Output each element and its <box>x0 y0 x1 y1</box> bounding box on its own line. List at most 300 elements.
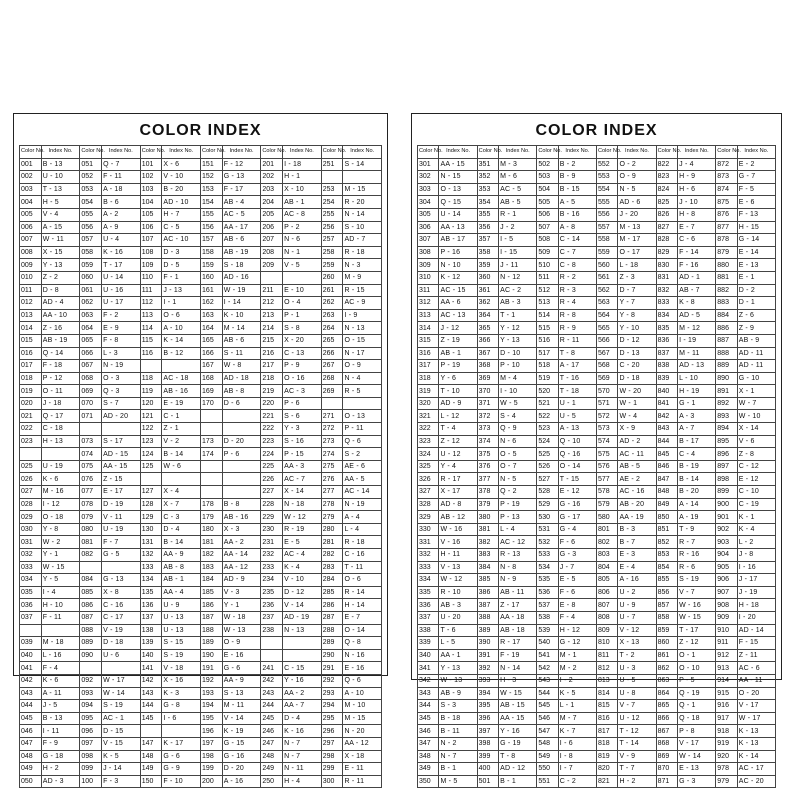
table-row <box>418 561 776 574</box>
index-no-cell: Z - 16 <box>41 322 80 335</box>
index-no-cell: W - 4 <box>618 410 656 423</box>
index-no-cell: O - 17 <box>618 246 656 259</box>
index-no-cell: P - 11 <box>343 423 382 436</box>
index-no-cell: B - 14 <box>162 448 201 461</box>
index-no-cell: A - 3 <box>678 410 716 423</box>
color-no-cell: 375 <box>477 448 498 461</box>
color-no-cell: 397 <box>477 725 498 738</box>
color-no-cell: 043 <box>20 687 42 700</box>
color-no-cell: 854 <box>656 561 677 574</box>
color-no-cell: 831 <box>656 271 677 284</box>
color-no-cell: 019 <box>20 385 42 398</box>
color-no-cell: 189 <box>201 637 223 650</box>
color-no-cell: 262 <box>321 297 343 310</box>
color-no-cell: 022 <box>20 423 42 436</box>
color-no-cell: 322 <box>418 423 439 436</box>
color-no-cell: 834 <box>656 309 677 322</box>
color-no-cell: 832 <box>656 284 677 297</box>
index-no-cell: K - 6 <box>41 473 80 486</box>
color-no-cell: 298 <box>321 750 343 763</box>
index-no-cell: B - 15 <box>558 183 596 196</box>
color-no-cell: 042 <box>20 674 42 687</box>
color-no-cell: 015 <box>20 334 42 347</box>
color-no-cell: 078 <box>80 498 102 511</box>
index-no-cell: Q - 18 <box>678 712 716 725</box>
index-no-cell: Y - 6 <box>439 372 477 385</box>
color-no-cell: 016 <box>20 347 42 360</box>
index-no-cell: O - 13 <box>343 410 382 423</box>
color-no-cell: 137 <box>140 611 162 624</box>
index-no-cell: S - 8 <box>283 322 322 335</box>
color-no-cell: 394 <box>477 687 498 700</box>
index-no-cell: J - 5 <box>41 700 80 713</box>
table-row <box>418 687 776 700</box>
index-no-cell: X - 10 <box>283 183 322 196</box>
index-no-cell: Z - 3 <box>618 271 656 284</box>
index-no-cell: AA - 12 <box>343 737 382 750</box>
color-no-cell: 267 <box>321 360 343 373</box>
index-no-cell: U - 8 <box>618 687 656 700</box>
color-no-cell: 836 <box>656 334 677 347</box>
index-no-cell: J - 14 <box>102 763 141 776</box>
color-no-cell: 383 <box>477 549 498 562</box>
index-no-cell: F - 13 <box>737 208 775 221</box>
table-header-row <box>20 146 382 159</box>
index-no-cell: B - 17 <box>678 435 716 448</box>
index-no-cell: A - 17 <box>558 360 596 373</box>
index-no-cell: AD - 14 <box>737 624 775 637</box>
table-row <box>20 775 382 788</box>
color-no-cell: 250 <box>261 775 283 788</box>
color-no-cell: 304 <box>418 196 439 209</box>
color-no-cell: 058 <box>80 246 102 259</box>
color-no-cell: 339 <box>418 637 439 650</box>
color-no-cell: 535 <box>537 574 558 587</box>
index-no-cell: O - 18 <box>41 511 80 524</box>
index-no-cell: K - 13 <box>737 725 775 738</box>
color-no-cell: 066 <box>80 347 102 360</box>
color-no-cell: 098 <box>80 750 102 763</box>
color-no-cell: 848 <box>656 486 677 499</box>
table-row <box>20 561 382 574</box>
index-no-cell: R - 11 <box>558 334 596 347</box>
color-no-cell: 169 <box>201 385 223 398</box>
index-no-cell: F - 6 <box>558 536 596 549</box>
index-no-cell: AA - 3 <box>283 460 322 473</box>
color-no-cell: 190 <box>201 649 223 662</box>
index-no-cell: X - 17 <box>439 486 477 499</box>
index-no-cell: AD - 11 <box>737 347 775 360</box>
color-no-cell: 395 <box>477 700 498 713</box>
index-no-cell: V - 15 <box>102 737 141 750</box>
index-no-cell: F - 5 <box>737 183 775 196</box>
color-no-cell: 337 <box>418 611 439 624</box>
index-no-header: Index No. <box>222 146 261 159</box>
color-no-cell: 201 <box>261 158 283 171</box>
table-row <box>20 473 382 486</box>
index-no-cell: AB - 7 <box>678 284 716 297</box>
index-no-cell: E - 12 <box>558 486 596 499</box>
index-no-cell: AC - 8 <box>283 208 322 221</box>
index-no-cell <box>41 448 80 461</box>
index-no-cell: K - 17 <box>162 737 201 750</box>
index-no-cell: C - 18 <box>41 423 80 436</box>
color-no-cell: 818 <box>596 737 617 750</box>
color-no-cell: 335 <box>418 586 439 599</box>
color-no-cell: 840 <box>656 385 677 398</box>
color-no-cell: 318 <box>418 372 439 385</box>
index-no-cell: A - 5 <box>558 196 596 209</box>
index-no-cell: Q - 14 <box>41 347 80 360</box>
index-no-cell: N - 10 <box>439 259 477 272</box>
color-no-header: Color No. <box>656 146 677 159</box>
index-no-cell: E - 14 <box>737 246 775 259</box>
color-no-cell: 520 <box>537 385 558 398</box>
index-no-cell: B - 18 <box>439 712 477 725</box>
color-no-cell: 826 <box>656 208 677 221</box>
index-no-cell: Z - 17 <box>499 599 537 612</box>
index-no-cell: G - 18 <box>41 750 80 763</box>
color-no-cell: 806 <box>596 586 617 599</box>
index-no-cell: I - 15 <box>499 246 537 259</box>
color-no-cell: 326 <box>418 473 439 486</box>
index-no-cell: I - 12 <box>41 498 80 511</box>
index-no-cell: P - 13 <box>499 511 537 524</box>
index-no-cell: C - 3 <box>162 511 201 524</box>
color-no-cell: 206 <box>261 221 283 234</box>
index-no-cell <box>222 423 261 436</box>
color-no-cell: 020 <box>20 397 42 410</box>
color-no-cell: 331 <box>418 536 439 549</box>
index-no-cell: AB - 17 <box>439 234 477 247</box>
index-no-cell: V - 9 <box>618 750 656 763</box>
index-no-cell <box>343 171 382 184</box>
index-no-cell: F - 11 <box>102 171 141 184</box>
color-no-cell: 879 <box>716 246 737 259</box>
color-no-cell: 161 <box>201 284 223 297</box>
index-no-cell: AB - 1 <box>439 347 477 360</box>
index-no-cell: E - 16 <box>222 649 261 662</box>
index-no-cell: Y - 12 <box>499 322 537 335</box>
table-row <box>418 486 776 499</box>
table-row <box>20 423 382 436</box>
index-no-header: Index No. <box>558 146 596 159</box>
index-no-cell: N - 16 <box>343 649 382 662</box>
color-no-header: Color No. <box>418 146 439 159</box>
color-no-header: Color No. <box>596 146 617 159</box>
index-no-header: Index No. <box>162 146 201 159</box>
index-no-cell: N - 20 <box>343 725 382 738</box>
index-no-cell <box>162 360 201 373</box>
table-row <box>418 372 776 385</box>
index-no-cell: V - 12 <box>618 624 656 637</box>
index-no-cell: I - 16 <box>737 561 775 574</box>
color-no-cell: 521 <box>537 397 558 410</box>
table-row <box>418 511 776 524</box>
index-no-cell: V - 4 <box>41 208 80 221</box>
index-no-cell: T - 15 <box>558 473 596 486</box>
index-no-cell: L - 1 <box>558 700 596 713</box>
table-row <box>418 309 776 322</box>
index-no-cell: Y - 10 <box>618 322 656 335</box>
color-no-cell <box>261 649 283 662</box>
index-no-cell: AD - 4 <box>41 297 80 310</box>
index-no-cell: M - 6 <box>499 171 537 184</box>
index-no-cell <box>102 423 141 436</box>
index-no-cell: W - 16 <box>678 599 716 612</box>
color-no-cell: 289 <box>321 637 343 650</box>
index-no-cell: AB - 3 <box>439 599 477 612</box>
index-no-cell: N - 3 <box>343 259 382 272</box>
color-no-cell: 351 <box>477 158 498 171</box>
color-no-cell: 346 <box>418 725 439 738</box>
color-no-cell: 145 <box>140 712 162 725</box>
color-no-cell: 530 <box>537 511 558 524</box>
color-no-cell: 249 <box>261 763 283 776</box>
color-no-cell: 360 <box>477 271 498 284</box>
color-no-cell: 881 <box>716 271 737 284</box>
color-no-cell: 036 <box>20 599 42 612</box>
color-no-cell: 579 <box>596 498 617 511</box>
index-no-cell: N - 2 <box>439 737 477 750</box>
color-no-cell: 295 <box>321 712 343 725</box>
table-row <box>20 259 382 272</box>
color-no-cell: 370 <box>477 385 498 398</box>
color-no-cell: 265 <box>321 334 343 347</box>
index-no-cell: S - 11 <box>222 347 261 360</box>
index-no-cell: AB - 5 <box>618 460 656 473</box>
index-no-cell: N - 13 <box>283 624 322 637</box>
color-no-cell: 144 <box>140 700 162 713</box>
index-no-cell: AA - 13 <box>439 221 477 234</box>
index-no-cell: F - 16 <box>678 259 716 272</box>
color-no-cell: 055 <box>80 208 102 221</box>
index-no-cell: P - 9 <box>283 360 322 373</box>
index-no-cell: A - 11 <box>41 687 80 700</box>
color-no-cell: 049 <box>20 763 42 776</box>
color-no-cell: 264 <box>321 322 343 335</box>
color-no-cell: 342 <box>418 674 439 687</box>
index-no-cell: N - 14 <box>499 662 537 675</box>
index-no-cell: G - 16 <box>558 498 596 511</box>
color-no-cell: 112 <box>140 297 162 310</box>
index-no-cell: H - 10 <box>41 599 80 612</box>
table-row <box>418 234 776 247</box>
index-no-cell: Z - 2 <box>41 271 80 284</box>
index-no-cell: F - 17 <box>222 183 261 196</box>
index-no-cell: V - 5 <box>283 259 322 272</box>
color-no-cell: 141 <box>140 662 162 675</box>
index-no-cell: V - 17 <box>678 737 716 750</box>
index-no-cell: O - 9 <box>343 360 382 373</box>
index-no-cell: Y - 4 <box>439 460 477 473</box>
index-no-cell: I - 11 <box>41 725 80 738</box>
color-no-cell: 070 <box>80 397 102 410</box>
color-no-cell: 217 <box>261 360 283 373</box>
index-no-cell: X - 13 <box>618 637 656 650</box>
color-no-cell: 861 <box>656 649 677 662</box>
index-no-cell: R - 11 <box>343 775 382 788</box>
color-no-cell: 895 <box>716 435 737 448</box>
index-no-cell: AA - 19 <box>618 511 656 524</box>
index-no-cell: AA - 9 <box>162 549 201 562</box>
index-no-cell: D - 6 <box>222 397 261 410</box>
index-no-cell: I - 9 <box>343 309 382 322</box>
index-no-cell: AC - 18 <box>162 372 201 385</box>
color-no-cell: 883 <box>716 297 737 310</box>
index-no-cell: AC - 4 <box>283 549 322 562</box>
index-no-cell: U - 9 <box>618 599 656 612</box>
index-no-cell: H - 2 <box>618 775 656 788</box>
index-no-cell: E - 5 <box>283 536 322 549</box>
index-no-cell: M - 4 <box>499 372 537 385</box>
color-no-cell: 113 <box>140 309 162 322</box>
color-no-cell: 215 <box>261 334 283 347</box>
index-no-cell: AD - 8 <box>439 498 477 511</box>
color-no-cell: 569 <box>596 372 617 385</box>
index-no-cell: AC - 10 <box>162 234 201 247</box>
index-no-cell: W - 20 <box>618 385 656 398</box>
color-no-cell: 178 <box>201 498 223 511</box>
color-no-cell: 228 <box>261 498 283 511</box>
index-no-cell: F - 19 <box>499 649 537 662</box>
color-no-cell: 399 <box>477 750 498 763</box>
color-no-cell: 508 <box>537 234 558 247</box>
table-row <box>20 322 382 335</box>
color-no-cell: 063 <box>80 309 102 322</box>
color-no-cell <box>201 460 223 473</box>
color-no-cell: 229 <box>261 511 283 524</box>
index-no-cell: AC - 5 <box>222 208 261 221</box>
table-row <box>418 221 776 234</box>
index-no-cell: T - 8 <box>499 750 537 763</box>
color-no-cell: 056 <box>80 221 102 234</box>
index-no-cell: G - 12 <box>558 637 596 650</box>
color-no-cell: 257 <box>321 234 343 247</box>
color-no-cell: 260 <box>321 271 343 284</box>
color-no-cell: 148 <box>140 750 162 763</box>
index-no-cell: P - 16 <box>439 246 477 259</box>
color-no-cell: 900 <box>716 498 737 511</box>
color-no-cell: 389 <box>477 624 498 637</box>
color-no-cell: 909 <box>716 611 737 624</box>
color-no-cell: 040 <box>20 649 42 662</box>
color-no-cell: 519 <box>537 372 558 385</box>
color-no-cell: 226 <box>261 473 283 486</box>
index-no-cell: Y - 3 <box>283 423 322 436</box>
color-no-cell: 340 <box>418 649 439 662</box>
index-no-cell: G - 15 <box>222 737 261 750</box>
index-no-cell: N - 13 <box>343 322 382 335</box>
index-no-cell: N - 7 <box>283 737 322 750</box>
table-body <box>418 158 776 788</box>
color-no-cell: 032 <box>20 549 42 562</box>
color-no-cell: 087 <box>80 611 102 624</box>
color-no-cell: 076 <box>80 473 102 486</box>
color-no-cell: 811 <box>596 649 617 662</box>
color-no-cell: 258 <box>321 246 343 259</box>
color-no-cell: 163 <box>201 309 223 322</box>
index-no-cell: N - 8 <box>499 561 537 574</box>
index-no-cell: AB - 15 <box>499 700 537 713</box>
color-no-cell: 358 <box>477 246 498 259</box>
color-no-cell: 216 <box>261 347 283 360</box>
color-no-cell: 009 <box>20 259 42 272</box>
color-no-cell: 027 <box>20 486 42 499</box>
table-row <box>418 397 776 410</box>
index-no-cell: AA - 15 <box>499 712 537 725</box>
table-row <box>418 599 776 612</box>
index-no-cell: W - 6 <box>162 460 201 473</box>
index-no-cell: F - 8 <box>102 334 141 347</box>
color-no-cell: 374 <box>477 435 498 448</box>
color-no-cell: 294 <box>321 700 343 713</box>
index-no-cell: K - 16 <box>283 725 322 738</box>
index-no-cell: N - 19 <box>343 498 382 511</box>
index-no-cell: S - 10 <box>343 221 382 234</box>
index-no-cell: X - 20 <box>283 334 322 347</box>
index-no-cell <box>222 486 261 499</box>
table-row <box>418 435 776 448</box>
index-no-cell: G - 4 <box>558 523 596 536</box>
color-no-cell: 539 <box>537 624 558 637</box>
index-no-cell: AB - 3 <box>499 297 537 310</box>
color-no-cell: 154 <box>201 196 223 209</box>
color-no-cell: 089 <box>80 637 102 650</box>
index-no-cell: AB - 1 <box>162 574 201 587</box>
color-no-cell: 902 <box>716 523 737 536</box>
color-no-cell: 580 <box>596 511 617 524</box>
color-no-cell: 915 <box>716 687 737 700</box>
index-no-cell: M - 7 <box>558 712 596 725</box>
color-no-cell: 547 <box>537 725 558 738</box>
index-no-cell: V - 17 <box>737 700 775 713</box>
index-no-cell: R - 14 <box>343 586 382 599</box>
color-no-cell: 140 <box>140 649 162 662</box>
index-no-cell: F - 9 <box>41 737 80 750</box>
index-no-cell: AA - 4 <box>162 586 201 599</box>
color-no-cell: 888 <box>716 347 737 360</box>
index-no-cell: A - 16 <box>222 775 261 788</box>
index-no-cell: C - 8 <box>558 259 596 272</box>
index-no-cell: AB - 5 <box>499 196 537 209</box>
color-no-cell: 191 <box>201 662 223 675</box>
color-no-cell: 051 <box>80 158 102 171</box>
color-no-cell: 319 <box>418 385 439 398</box>
color-no-cell: 380 <box>477 511 498 524</box>
index-no-cell: AC - 11 <box>618 448 656 461</box>
color-no-cell: 531 <box>537 523 558 536</box>
index-no-cell: M - 11 <box>222 700 261 713</box>
color-no-cell: 911 <box>716 637 737 650</box>
index-no-cell: T - 9 <box>678 523 716 536</box>
color-no-cell: 866 <box>656 712 677 725</box>
index-no-cell: D - 12 <box>283 586 322 599</box>
color-no-cell: 572 <box>596 410 617 423</box>
index-no-cell: E - 2 <box>737 158 775 171</box>
index-no-cell: U - 13 <box>162 624 201 637</box>
color-no-cell: 364 <box>477 309 498 322</box>
color-no-cell: 904 <box>716 549 737 562</box>
color-no-cell: 502 <box>537 158 558 171</box>
color-no-cell: 386 <box>477 586 498 599</box>
color-no-cell: 253 <box>321 183 343 196</box>
index-no-cell: X - 14 <box>283 486 322 499</box>
color-no-cell: 084 <box>80 574 102 587</box>
color-no-cell: 561 <box>596 271 617 284</box>
index-no-cell: H - 13 <box>41 435 80 448</box>
index-no-cell: D - 4 <box>283 712 322 725</box>
